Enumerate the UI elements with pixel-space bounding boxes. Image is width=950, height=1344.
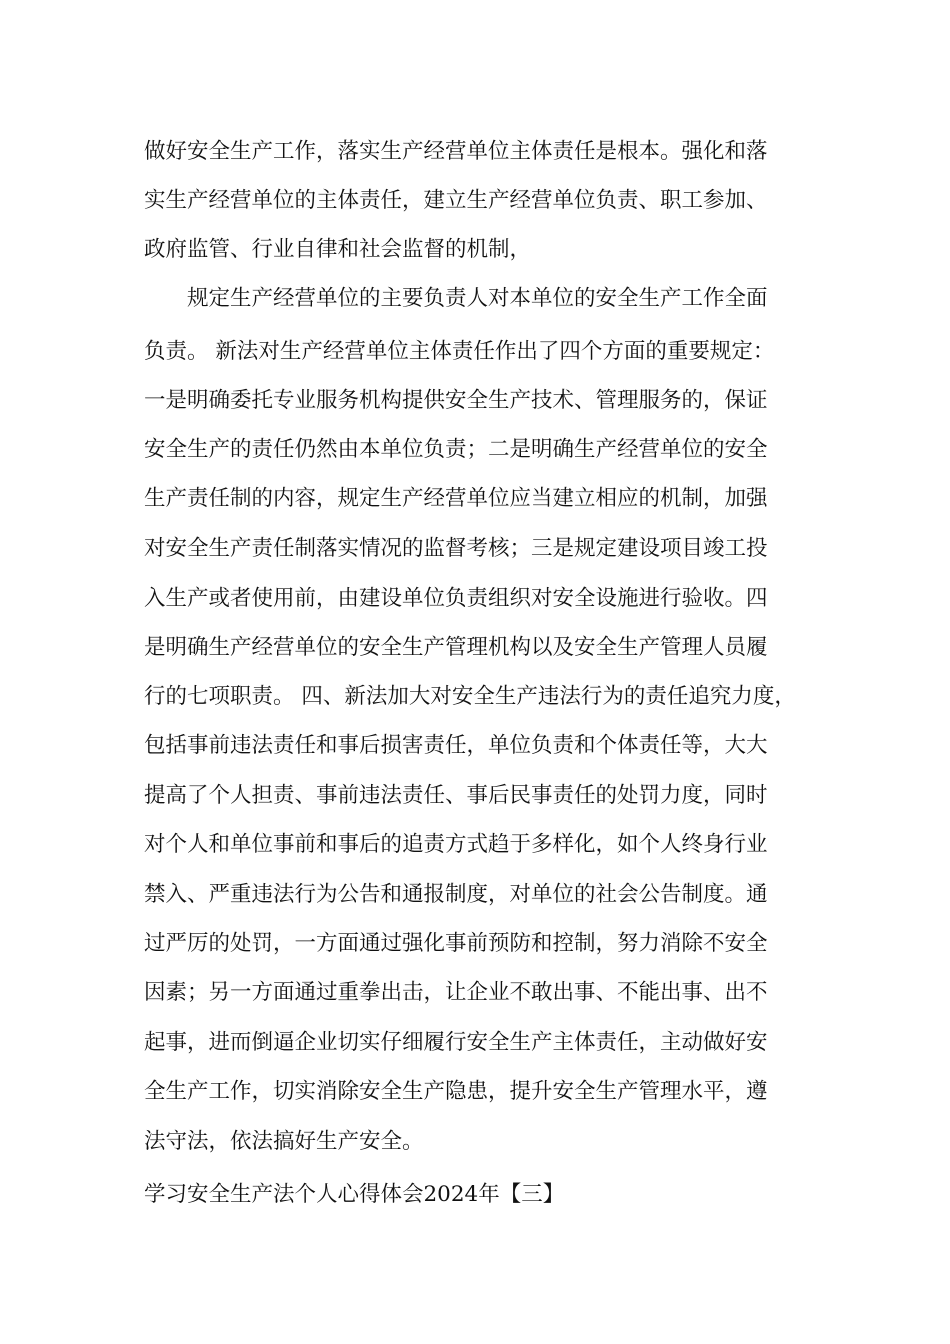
section-heading: 学习安全生产法个人心得体会2024年【三】 <box>144 1182 565 1207</box>
text-line: 入生产或者使用前，由建设单位负责组织对安全设施进行验收。四 <box>144 586 768 611</box>
text-line: 行的七项职责。 四、新法加大对安全生产违法行为的责任追究力度， <box>144 684 796 709</box>
text-line: 政府监管、行业自律和社会监督的机制， <box>144 237 532 262</box>
text-line: 过严厉的处罚，一方面通过强化事前预防和控制，努力消除不安全 <box>144 931 768 956</box>
text-line: 起事，进而倒逼企业切实仔细履行安全生产主体责任，主动做好安 <box>144 1030 768 1055</box>
text-line: 法守法，依法搞好生产安全。 <box>144 1129 424 1154</box>
text-line: 禁入、严重违法行为公告和通报制度，对单位的社会公告制度。通 <box>144 882 768 907</box>
text-line: 一是明确委托专业服务机构提供安全生产技术、管理服务的，保证 <box>144 388 768 413</box>
text-line: 生产责任制的内容，规定生产经营单位应当建立相应的机制，加强 <box>144 486 768 511</box>
text-line: 全生产工作，切实消除安全生产隐患，提升安全生产管理水平，遵 <box>144 1079 768 1104</box>
text-line: 实生产经营单位的主体责任，建立生产经营单位负责、职工参加、 <box>144 188 768 213</box>
text-line: 安全生产的责任仍然由本单位负责；二是明确生产经营单位的安全 <box>144 437 768 462</box>
text-line: 规定生产经营单位的主要负责人对本单位的安全生产工作全面 <box>187 286 768 311</box>
text-line: 因素；另一方面通过重拳出击，让企业不敢出事、不能出事、出不 <box>144 980 768 1005</box>
text-line: 对安全生产责任制落实情况的监督考核；三是规定建设项目竣工投 <box>144 536 768 561</box>
text-line: 包括事前违法责任和事后损害责任，单位负责和个体责任等，大大 <box>144 733 768 758</box>
text-line: 负责。 新法对生产经营单位主体责任作出了四个方面的重要规定： <box>144 339 775 364</box>
text-line: 做好安全生产工作，落实生产经营单位主体责任是根本。强化和落 <box>144 139 768 164</box>
text-line: 对个人和单位事前和事后的追责方式趋于多样化，如个人终身行业 <box>144 832 768 857</box>
text-line: 是明确生产经营单位的安全生产管理机构以及安全生产管理人员履 <box>144 635 768 660</box>
text-line: 提高了个人担责、事前违法责任、事后民事责任的处罚力度，同时 <box>144 783 768 808</box>
